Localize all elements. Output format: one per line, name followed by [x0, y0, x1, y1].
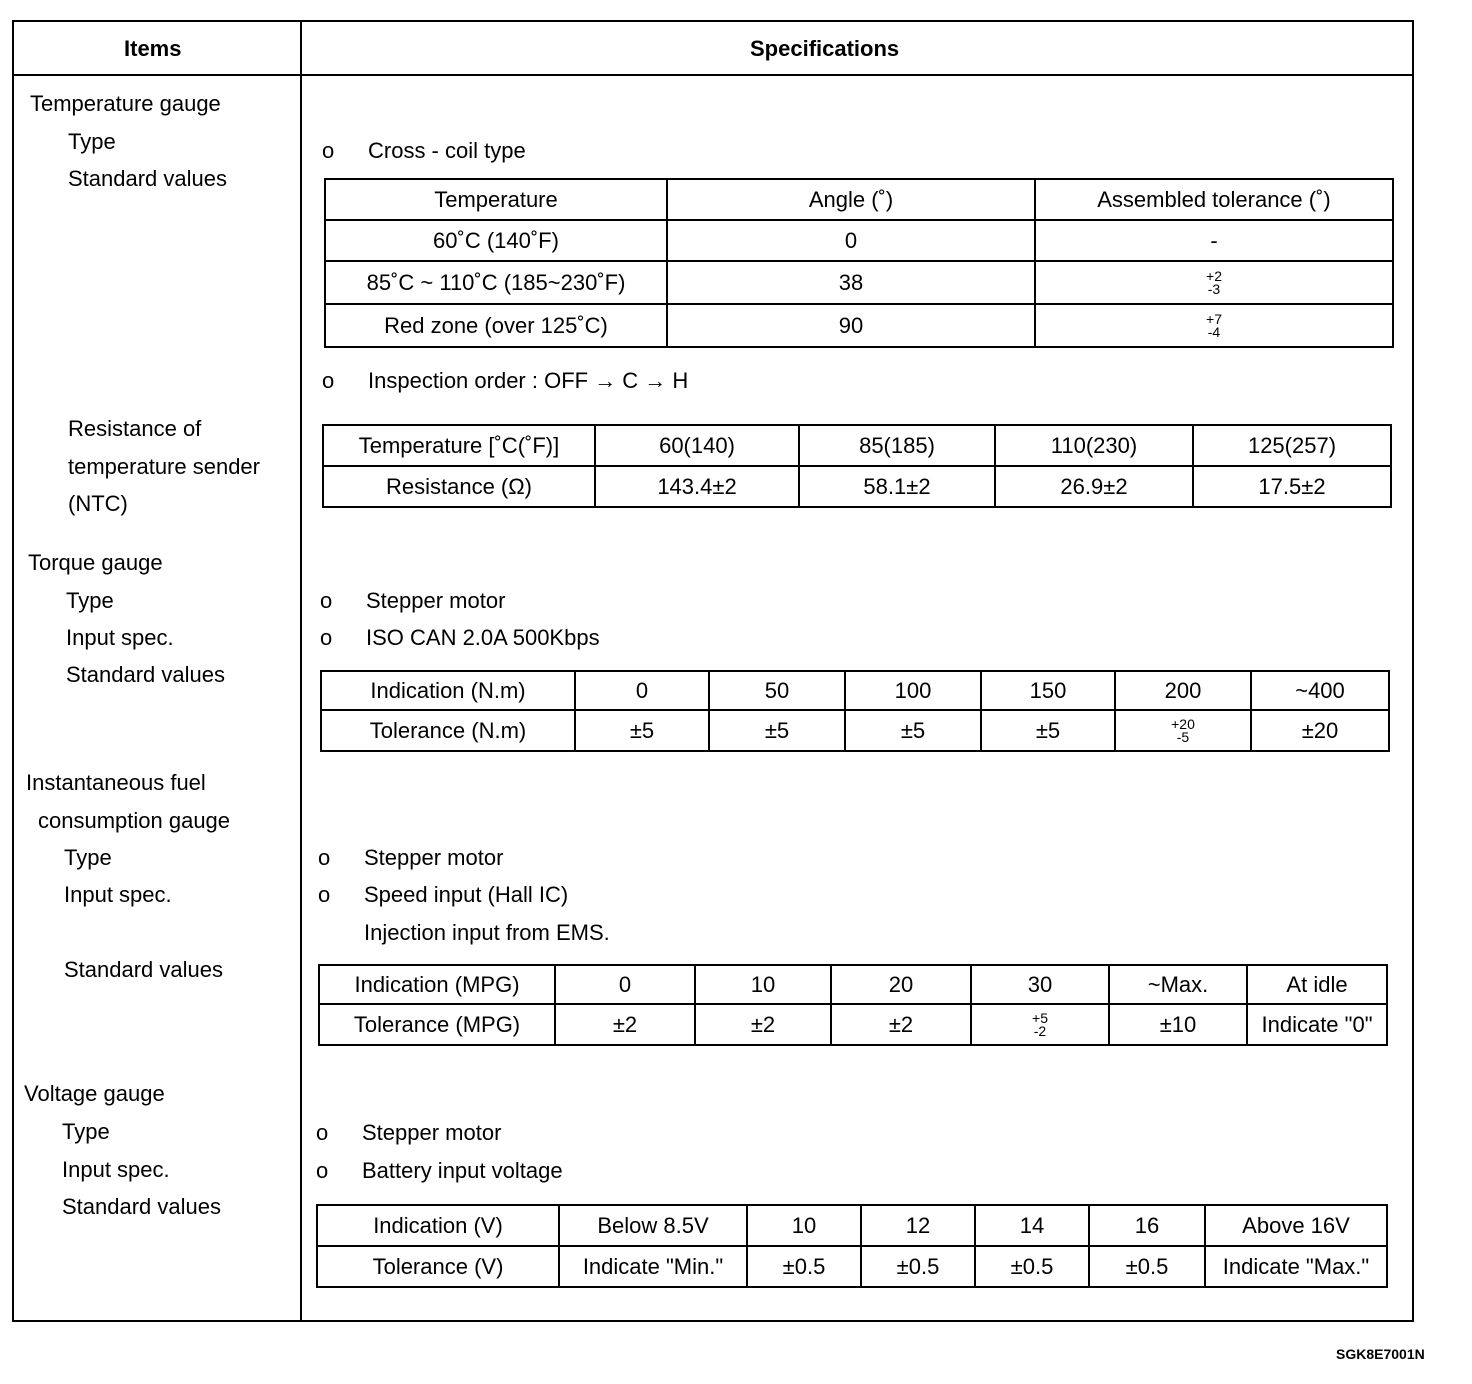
voltage-input-label: Input spec. [62, 1157, 170, 1182]
table-cell [971, 1004, 1109, 1045]
table-cell: 17.5±2 [1193, 466, 1391, 507]
fuel-table [318, 964, 1388, 1046]
table-cell: Indicate "Max." [1205, 1246, 1387, 1287]
resistance-label-2: temperature sender [68, 454, 260, 479]
bullet: o [320, 588, 333, 613]
table-row [323, 466, 1391, 507]
table-cell: Indication (N.m) [321, 671, 575, 710]
voltage-table [316, 1204, 1388, 1288]
voltage-gauge-title: Voltage gauge [24, 1081, 165, 1106]
table-cell: Below 8.5V [559, 1205, 747, 1246]
table-cell: ±5 [845, 710, 981, 751]
table-row [317, 1246, 1387, 1287]
table-cell: At idle [1247, 965, 1387, 1004]
table-cell: Assembled tolerance (˚) [1035, 179, 1393, 220]
table-cell: 58.1±2 [799, 466, 995, 507]
table-cell: 60(140) [595, 425, 799, 466]
table-cell: 85˚C ~ 110˚C (185~230˚F) [325, 261, 667, 304]
table-cell: Temperature [˚C(˚F)] [323, 425, 595, 466]
fuel-gauge-title-1: Instantaneous fuel [26, 770, 206, 795]
resistance-table [322, 424, 1392, 508]
table-cell: 125(257) [1193, 425, 1391, 466]
table-cell: 143.4±2 [595, 466, 799, 507]
table-cell: ±2 [695, 1004, 831, 1045]
table-cell: Indicate "Min." [559, 1246, 747, 1287]
items-header: Items [124, 36, 182, 61]
table-cell: ~Max. [1109, 965, 1247, 1004]
table-row [319, 965, 1387, 1004]
voltage-standard-label: Standard values [62, 1194, 221, 1219]
table-row [325, 179, 1393, 220]
tolerance-stack: +5 -2 [1032, 1010, 1048, 1040]
torque-type-value: o Stepper motor [320, 588, 506, 613]
specifications-header: Specifications [750, 36, 900, 61]
table-cell: 0 [667, 220, 1035, 261]
table-cell: Indicate "0" [1247, 1004, 1387, 1045]
table-row [325, 220, 1393, 261]
torque-input-value: o ISO CAN 2.0A 500Kbps [320, 625, 600, 650]
table-cell: 20 [831, 965, 971, 1004]
table-cell: 100 [845, 671, 981, 710]
table-cell: 110(230) [995, 425, 1193, 466]
table-cell: 26.9±2 [995, 466, 1193, 507]
table-row [321, 671, 1389, 710]
table-cell: 10 [747, 1205, 861, 1246]
fuel-type-value: o Stepper motor [318, 845, 504, 870]
table-cell: ±5 [981, 710, 1115, 751]
fuel-input-label: Input spec. [64, 882, 172, 907]
voltage-type-label: Type [62, 1119, 110, 1144]
table-cell: 10 [695, 965, 831, 1004]
tolerance-stack: +20 -5 [1171, 716, 1195, 746]
table-cell [1035, 304, 1393, 347]
table-row [325, 261, 1393, 304]
table-cell: Tolerance (N.m) [321, 710, 575, 751]
fuel-type-label: Type [64, 845, 112, 870]
table-cell: ±5 [575, 710, 709, 751]
table-cell: 30 [971, 965, 1109, 1004]
torque-table [320, 670, 1390, 752]
fuel-input-value-2: Injection input from EMS. [364, 920, 610, 945]
table-cell: ±2 [555, 1004, 695, 1045]
table-cell: 16 [1089, 1205, 1205, 1246]
table-cell: ±20 [1251, 710, 1389, 751]
table-cell: Red zone (over 125˚C) [325, 304, 667, 347]
table-cell: 38 [667, 261, 1035, 304]
table-cell: Tolerance (MPG) [319, 1004, 555, 1045]
temp-inspection-order: o Inspection order : OFF → C → H [322, 368, 689, 393]
table-cell: 0 [555, 965, 695, 1004]
table-cell: Indication (MPG) [319, 965, 555, 1004]
header-divider [14, 74, 1412, 76]
torque-gauge-title: Torque gauge [28, 550, 163, 575]
resistance-label-3: (NTC) [68, 491, 128, 516]
table-row [325, 304, 1393, 347]
bullet: o [316, 1158, 329, 1183]
table-cell: 50 [709, 671, 845, 710]
table-cell: Resistance (Ω) [323, 466, 595, 507]
table-cell: 0 [575, 671, 709, 710]
table-cell: ±10 [1109, 1004, 1247, 1045]
bullet: o [320, 625, 333, 650]
temp-type-label: Type [68, 129, 116, 154]
table-cell: - [1035, 220, 1393, 261]
table-cell: ±0.5 [1089, 1246, 1205, 1287]
table-cell: Tolerance (V) [317, 1246, 559, 1287]
column-divider [300, 22, 302, 1320]
table-cell [1035, 261, 1393, 304]
table-cell: 14 [975, 1205, 1089, 1246]
tolerance-stack: +7 -4 [1206, 311, 1222, 341]
bullet: o [322, 138, 335, 163]
torque-input-label: Input spec. [66, 625, 174, 650]
table-cell: ±0.5 [747, 1246, 861, 1287]
fuel-standard-label: Standard values [64, 957, 223, 982]
table-cell: ±0.5 [861, 1246, 975, 1287]
table-cell: Indication (V) [317, 1205, 559, 1246]
tolerance-stack: +2 -3 [1206, 268, 1222, 298]
temp-type-value: o Cross - coil type [322, 138, 526, 163]
table-cell [1115, 710, 1251, 751]
table-cell: 85(185) [799, 425, 995, 466]
fuel-gauge-title-2: consumption gauge [38, 808, 231, 833]
temp-angle-table [324, 178, 1394, 348]
voltage-input-value: o Battery input voltage [316, 1158, 563, 1183]
table-cell: 90 [667, 304, 1035, 347]
table-cell: 200 [1115, 671, 1251, 710]
table-cell: ~400 [1251, 671, 1389, 710]
table-cell: ±2 [831, 1004, 971, 1045]
table-cell: ±0.5 [975, 1246, 1089, 1287]
table-row [317, 1205, 1387, 1246]
table-cell: 60˚C (140˚F) [325, 220, 667, 261]
figure-code: SGK8E7001N [1336, 1346, 1425, 1362]
temp-standard-label: Standard values [68, 166, 227, 191]
voltage-type-value: o Stepper motor [316, 1120, 502, 1145]
table-cell: 12 [861, 1205, 975, 1246]
table-cell: Angle (˚) [667, 179, 1035, 220]
table-cell: Temperature [325, 179, 667, 220]
bullet: o [318, 845, 331, 870]
table-row [321, 710, 1389, 751]
table-cell: ±5 [709, 710, 845, 751]
bullet: o [322, 368, 335, 393]
bullet: o [318, 882, 331, 907]
temp-gauge-title: Temperature gauge [30, 91, 221, 116]
resistance-label-1: Resistance of [68, 416, 202, 441]
table-cell: 150 [981, 671, 1115, 710]
torque-type-label: Type [66, 588, 114, 613]
table-cell: Above 16V [1205, 1205, 1387, 1246]
table-row [323, 425, 1391, 466]
torque-standard-label: Standard values [66, 662, 225, 687]
bullet: o [316, 1120, 329, 1145]
fuel-input-value: o Speed input (Hall IC) [318, 882, 569, 907]
table-row [319, 1004, 1387, 1045]
